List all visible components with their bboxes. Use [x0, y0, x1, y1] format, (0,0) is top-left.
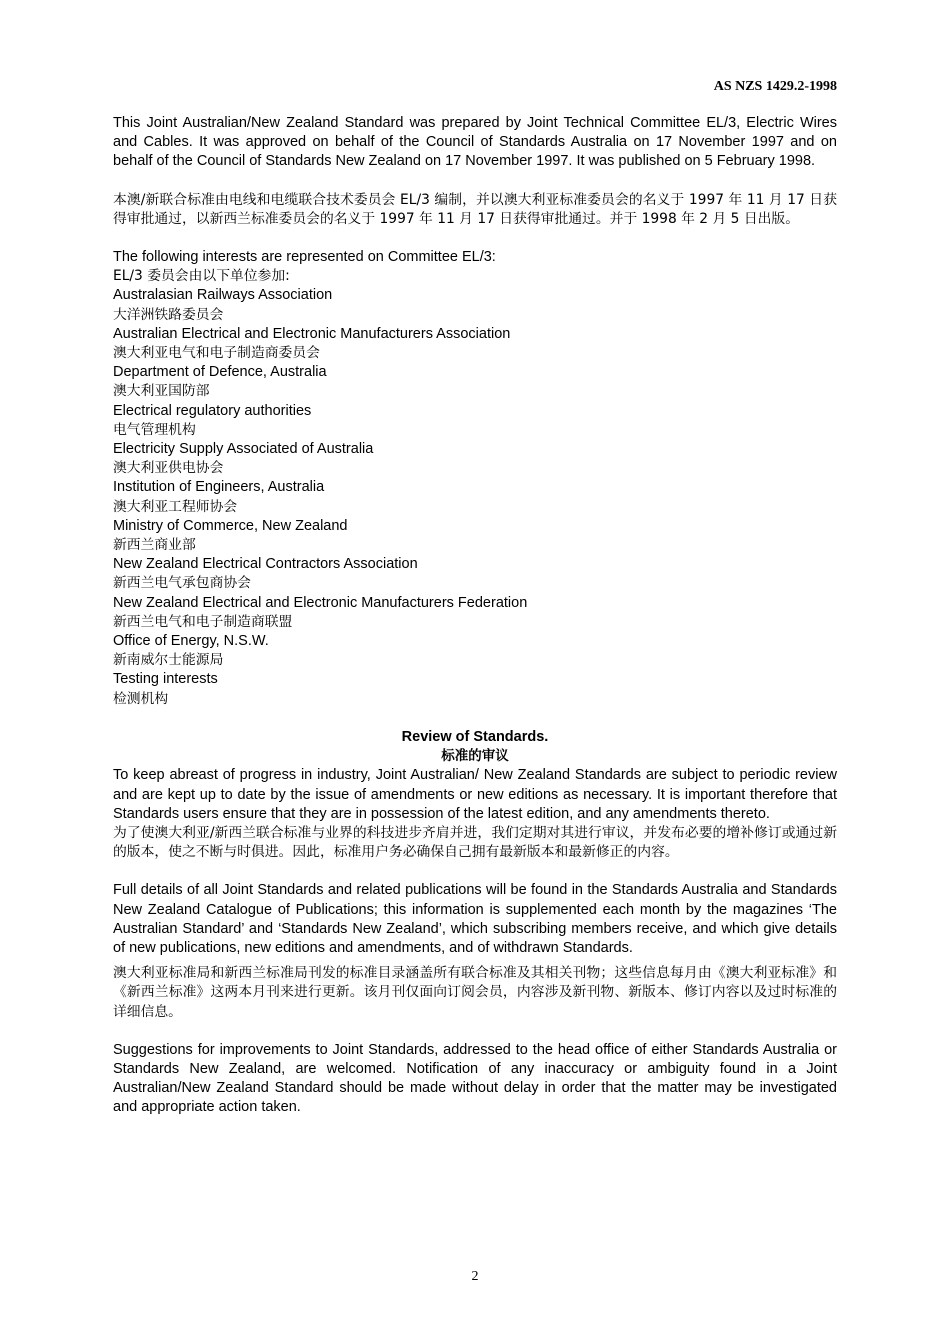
committee-heading-cn: EL/3 委员会由以下单位参加: [113, 268, 290, 285]
member-en: Testing interests [113, 671, 218, 688]
committee-list [113, 248, 837, 709]
page-content [113, 114, 837, 1118]
member-en: Electrical regulatory authorities [113, 402, 312, 419]
review-paragraph-2-cn: 澳大利亚标准局和新西兰标准局刊发的标准目录涵盖所有联合标准及其相关刊物；这些信息每月由《澳大利亚标准》和《新西兰标准》这两本月刊来进行更新。该月刊仅面向订阅会员，内容涉及新刊物、新版本、修订内容以及过时标准的详细信息。 [113, 965, 837, 1020]
member-cn: 新南威尔士能源局 [113, 652, 224, 669]
review-title-en: Review of Standards. [401, 728, 549, 745]
review-paragraph-1-cn: 为了使澳大利亚/新西兰联合标准与业界的科技进步齐肩并进，我们定期对其进行审议，并发布必要的增补修订或通过新的版本，使之不断与时俱进。因此，标准用户务必确保自己拥有最新版本和最新修正的内容。 [113, 824, 837, 861]
member-en: New Zealand Electrical Contractors Association [113, 556, 418, 573]
member-cn: 澳大利亚供电协会 [113, 460, 224, 477]
member-cn: 新西兰电气和电子制造商联盟 [113, 613, 293, 630]
member-cn: 澳大利亚工程师协会 [113, 498, 238, 515]
member-en: Department of Defence, Australia [113, 364, 327, 381]
member-cn: 电气管理机构 [113, 421, 196, 438]
review-title-cn: 标准的审议 [441, 748, 509, 765]
page-number: 2 [471, 1269, 479, 1284]
member-cn: 澳大利亚电气和电子制造商委员会 [113, 345, 320, 362]
member-en: Australasian Railways Association [113, 287, 333, 304]
member-cn: 新西兰电气承包商协会 [113, 575, 251, 592]
review-paragraph-3-en: Suggestions for improvements to Joint Standards, addressed to the head office of either Standards Australia or Standards New Zealand, are welcomed. Notification of any inaccuracy or ambiguity found in a Joint Australian/New Zealand Standard should be made without delay in order that the matter may be investigated and appropriate action taken. [113, 1041, 837, 1116]
member-en: Australian Electrical and Electronic Manufacturers Association [113, 325, 511, 342]
member-cn: 检测机构 [113, 690, 169, 707]
review-paragraph-1-en: To keep abreast of progress in industry, Joint Australian/ New Zealand Standards are subject to periodic review and are kept up to date by the issue of amendments or new editions as necessary. It is important therefore that Standards users ensure that they are in possession of the latest edition, and any amendments thereto. [113, 767, 837, 822]
member-en: Ministry of Commerce, New Zealand [113, 517, 348, 534]
member-cn: 新西兰商业部 [113, 537, 196, 554]
member-en: Electricity Supply Associated of Australia [113, 441, 374, 458]
member-en: Office of Energy, N.S.W. [113, 633, 269, 650]
member-cn: 澳大利亚国防部 [113, 383, 210, 400]
review-paragraph-2-en: Full details of all Joint Standards and related publications will be found in the Standards Australia and Standards New Zealand Catalogue of Publications; this information is supplemented each month by the magazines ‘The Australian Standard’ and ‘Standards New Zealand’, which subscribing members receive, and which give details of new publications, new editions and amendments, and of withdrawn Standards. [113, 882, 837, 956]
intro-paragraph-cn: 本澳/新联合标准由电线和电缆联合技术委员会 EL/3 编制，并以澳大利亚标准委员会的名义于 1997 年 11 月 17 日获得审批通过，以新西兰标准委员会的名义于 1997 年 11 月 17 日获得审批通过。并于 1998 年 2 月 5 日出版。 [113, 191, 837, 227]
member-en: Institution of Engineers, Australia [113, 479, 325, 496]
intro-paragraph-en: This Joint Australian/New Zealand Standard was prepared by Joint Technical Committee EL/3, Electric Wires and Cables. It was approved on behalf of the Council of Standards Australia on 17 November 1997 and on behalf of the Council of Standards New Zealand on 17 November 1997. It was published on 5 February 1998. [113, 115, 837, 170]
member-en: New Zealand Electrical and Electronic Manufacturers Federation [113, 594, 528, 611]
member-cn: 大洋洲铁路委员会 [113, 306, 224, 323]
document-reference: AS NZS 1429.2-1998 [713, 79, 837, 94]
committee-heading-en: The following interests are represented on Committee EL/3: [113, 249, 496, 266]
